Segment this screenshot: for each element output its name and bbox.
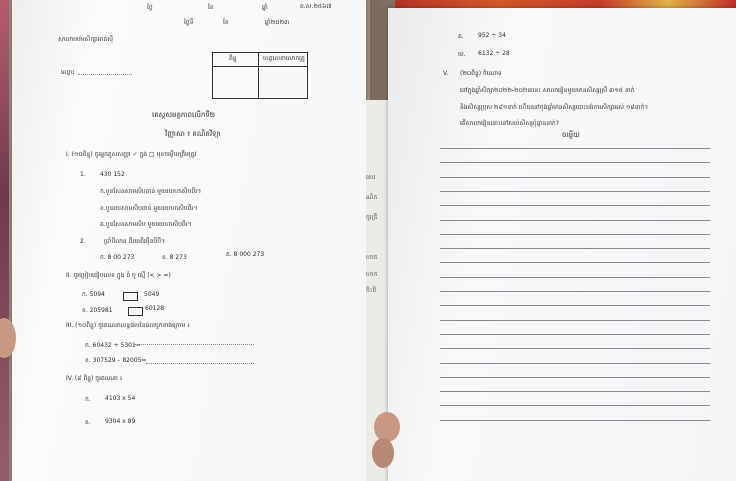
answer-line (440, 377, 710, 378)
q2-b-right: 60128 (145, 305, 165, 312)
answer-label: ចម្លើយ (562, 131, 580, 139)
q4-a: 4103 x 54 (105, 395, 136, 402)
finger-right-2 (372, 438, 394, 468)
answer-line (440, 391, 710, 392)
score-table (212, 52, 308, 99)
q2-b-left: ខ. 205981 (82, 307, 113, 314)
q1-item1-value: 430 152 (100, 171, 125, 178)
exercise-c-label: គ. (458, 33, 464, 40)
fragment-6: ចិះតិ (366, 287, 377, 294)
question-5-title: (២០ពិន្ទុ) ចំណោទ (460, 70, 502, 77)
header-date-year: ឆ្នាំ២០២៣ (265, 19, 290, 26)
exercise-d-label: ឃ. (458, 51, 466, 58)
q1-item1-number: 1. (80, 171, 86, 178)
answer-line (440, 148, 710, 149)
answer-line (440, 234, 710, 235)
question-3: III. (១០ពិន្ទុ) ចូរគណនាលទ្ធផលនៃផលបូកខាងក្រោម ៖ (66, 322, 190, 329)
q1-item2-option-b: ខ. 8 273 (162, 254, 187, 261)
q3-b-answer-line (146, 363, 254, 364)
answer-line (440, 348, 710, 349)
answer-line (440, 405, 710, 406)
problem-line-1: នៅក្នុងឆ្នាំសិក្សា២០២២-២០២៣នេះ សាលារៀនមួយមានសិស្សស្រី ៣១៥ នាក់ (460, 87, 635, 94)
q1-item2-text: ប្រាំបីលាន ពីរយពីរម៉ឺនបីបី។ (104, 238, 165, 245)
header-date-month: ខែ (223, 19, 229, 26)
answer-line (440, 205, 710, 206)
q3-b: ខ. 307529 – 82005= (85, 357, 147, 364)
finger-right (374, 412, 400, 442)
name-line (78, 74, 132, 75)
answer-line (440, 248, 710, 249)
school-name: សាលាបឋមសិក្សាអាគ់ស៊ី (58, 36, 114, 43)
answer-line (440, 420, 710, 421)
answer-line (440, 291, 710, 292)
q1-option-b: ខ.បួនរយសាមសិបពាន់ មួយរយហាសិបពីរ។ (100, 205, 198, 212)
q2-a-right: 5049 (144, 291, 160, 298)
fragment-2: ណិត (366, 194, 378, 201)
q4-a-label: ក. (85, 396, 91, 403)
q2-b-answer-box (128, 307, 143, 316)
header-month: ខែ (208, 4, 214, 11)
problem-line-3: តើសាលារៀននោះនៅសល់សិស្សប៉ុន្មាននាក់? (460, 120, 559, 127)
answer-line (440, 220, 710, 221)
answer-line (440, 363, 710, 364)
header-buddhist-year: ព.ស.២៥៦៧ (300, 3, 332, 10)
question-5-label: V. (443, 70, 449, 77)
q3-a: ក. 60432 + 5301= (85, 342, 141, 349)
signature-column-header: ហត្ថលេខាលោកគ្រូ (263, 55, 305, 62)
exercise-c: 952 ÷ 34 (478, 32, 506, 39)
exercise-d: 6132 ÷ 28 (478, 50, 510, 57)
header-day: ថ្ងៃ (147, 4, 153, 11)
q1-option-a: ក.បួនសែនសាមសិបពាន់ មួយរយហាសិបពីរ។ (100, 188, 202, 195)
header-year: ឆ្នាំ (262, 4, 268, 11)
q1-option-c: គ.បួនសែនសាមសិប មួយរយហាសិបពីរ។ (100, 221, 192, 228)
q1-item2-option-c: គ. 8 000 273 (226, 251, 265, 258)
q2-a-left: ក. 5094 (82, 291, 105, 298)
exam-sheet-page-1 (12, 0, 366, 481)
q1-item2-number: 2. (80, 238, 86, 245)
fragment-4: ហាត (366, 254, 378, 261)
answer-line (440, 177, 710, 178)
fragment-1: សេរ (366, 174, 376, 181)
exam-sheet-page-2 (388, 8, 736, 481)
answer-line (440, 162, 710, 163)
purple-fabric-edge (0, 0, 9, 481)
q3-a-answer-line (134, 344, 254, 345)
header-date-day: ថ្ងៃទី (184, 19, 194, 26)
question-2: II. ចូរប្រៀបធៀបលេខ ក្នុង ធំ ឬ ស្មើ (< > =) (66, 272, 171, 279)
answer-line (440, 277, 710, 278)
fragment-5: ហាក (366, 271, 378, 278)
q1-item2-option-a: ក. 8 00 273 (100, 254, 135, 261)
score-column-header: ពិន្ទុ (229, 55, 237, 62)
exam-title: តេស្តសមត្ថភាពលើកទី២ (152, 111, 216, 119)
subject-label: វិញ្ញាសា ៖ គណិតវិទ្យា (165, 130, 221, 138)
question-4: IV. (៨ ពិន្ទុ) ចូរគណនា ៖ (66, 375, 123, 382)
answer-line (440, 191, 710, 192)
answer-line (440, 334, 710, 335)
fragment-3: ចូរគ្រឹ (366, 214, 378, 221)
answer-line (440, 262, 710, 263)
problem-line-2: និងសិស្សប្រុស ២៨១នាក់ ហើយនៅចុងឆ្នាំមានសិស្សបោះបង់ការសិក្សាអស់ ១៨នាក់។ (460, 104, 649, 111)
q4-b-label: ខ. (85, 419, 91, 426)
q2-a-answer-box (123, 292, 138, 301)
q4-b: 9304 x 89 (105, 418, 136, 425)
name-label: ឈ្មោះ (61, 69, 75, 76)
question-1: I. (១០ពិន្ទុ) ចូរអ្នកគូសសញ្ញា ✓ ក្នុង □ មុខចម្លើយត្រឹមត្រូវ (66, 151, 197, 158)
answer-line (440, 305, 710, 306)
answer-line (440, 320, 710, 321)
